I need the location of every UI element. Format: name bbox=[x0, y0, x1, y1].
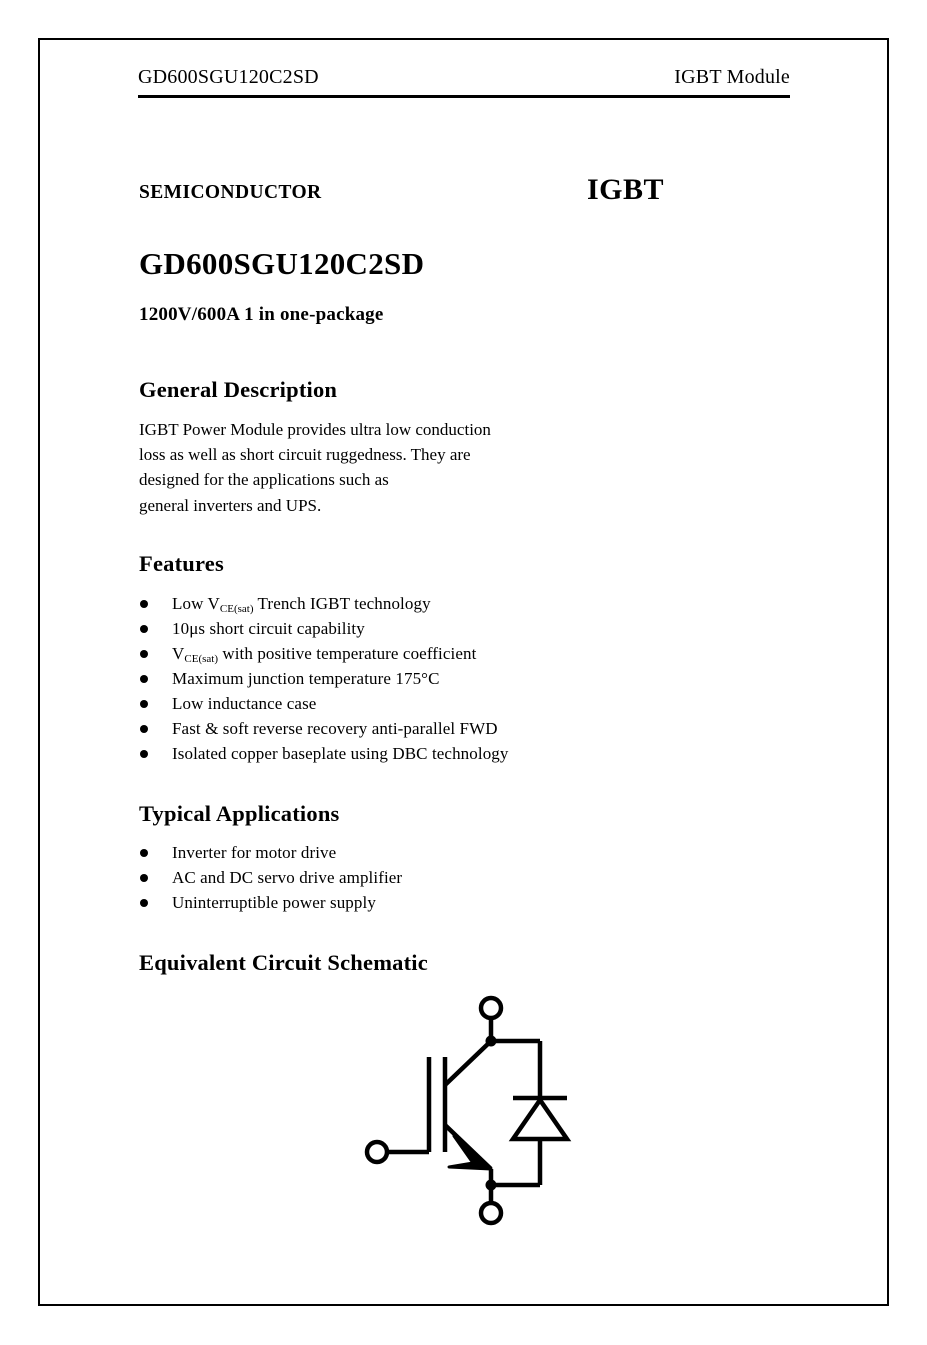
list-item bbox=[138, 865, 402, 890]
general-description-text bbox=[139, 417, 559, 518]
feature-text: Fast & soft reverse recovery anti-parallel FWD bbox=[172, 719, 498, 738]
header-doc-type: IGBT Module bbox=[674, 66, 790, 88]
description-line: loss as well as short circuit ruggedness. They are bbox=[139, 445, 471, 465]
feature-text: Low $V_{CE(sat)}$ Trench IGBT technology bbox=[172, 594, 431, 615]
section-heading-equivalent-circuit-schematic: Equivalent Circuit Schematic bbox=[139, 950, 428, 975]
list-item bbox=[138, 616, 509, 641]
header-part-number: GD600SGU120C2SD bbox=[138, 66, 319, 88]
list-item bbox=[138, 691, 509, 716]
application-text: AC and DC servo drive amplifier bbox=[172, 868, 403, 887]
section-heading-features: Features bbox=[139, 551, 224, 576]
list-item bbox=[138, 716, 509, 741]
product-family-label: IGBT bbox=[587, 173, 665, 206]
bullet-icon bbox=[140, 849, 148, 857]
description-line: general inverters and UPS. bbox=[139, 495, 322, 515]
list-item bbox=[138, 641, 509, 666]
brand-label: SEMICONDUCTOR bbox=[139, 182, 322, 203]
features-list bbox=[138, 591, 509, 766]
description-line: designed for the applications such as bbox=[139, 470, 389, 490]
bullet-icon bbox=[140, 675, 148, 683]
part-rating-subtitle: 1200V/600A 1 in one-package bbox=[139, 304, 384, 325]
list-item bbox=[138, 840, 402, 865]
feature-text: Low inductance case bbox=[172, 694, 317, 713]
igbt-circuit-svg bbox=[345, 985, 605, 1240]
bullet-icon bbox=[140, 700, 148, 708]
emitter-terminal-icon bbox=[481, 1203, 501, 1223]
section-heading-general-description: General Description bbox=[139, 377, 338, 402]
gate-terminal-icon bbox=[367, 1142, 387, 1162]
list-item bbox=[138, 666, 509, 691]
list-item bbox=[138, 591, 509, 616]
feature-text: $V_{CE(sat)}$ with positive temperature coefficient bbox=[172, 644, 477, 665]
emitter-arrow-icon bbox=[449, 1136, 491, 1169]
application-text: Inverter for motor drive bbox=[172, 843, 337, 862]
collector-slant-lead bbox=[445, 1041, 491, 1085]
typical-applications-list bbox=[138, 840, 402, 915]
feature-text: 10μs short circuit capability bbox=[172, 619, 365, 638]
diode-anode-triangle bbox=[513, 1100, 567, 1139]
bullet-icon bbox=[140, 625, 148, 633]
bullet-icon bbox=[140, 874, 148, 882]
equivalent-circuit-schematic-diagram bbox=[345, 985, 605, 1240]
application-text: Uninterruptible power supply bbox=[172, 893, 376, 912]
bullet-icon bbox=[140, 899, 148, 907]
collector-terminal-icon bbox=[481, 998, 501, 1018]
bullet-icon bbox=[140, 600, 148, 608]
bullet-icon bbox=[140, 650, 148, 658]
page-title: GD600SGU120C2SD bbox=[139, 246, 425, 281]
list-item bbox=[138, 741, 509, 766]
section-heading-typical-applications: Typical Applications bbox=[139, 801, 340, 826]
feature-text: Maximum junction temperature 175°C bbox=[172, 669, 440, 688]
description-line: IGBT Power Module provides ultra low conduction bbox=[139, 420, 491, 439]
feature-text: Isolated copper baseplate using DBC technology bbox=[172, 744, 509, 763]
list-item bbox=[138, 890, 402, 915]
document-header bbox=[138, 66, 790, 98]
bullet-icon bbox=[140, 725, 148, 733]
bullet-icon bbox=[140, 750, 148, 758]
